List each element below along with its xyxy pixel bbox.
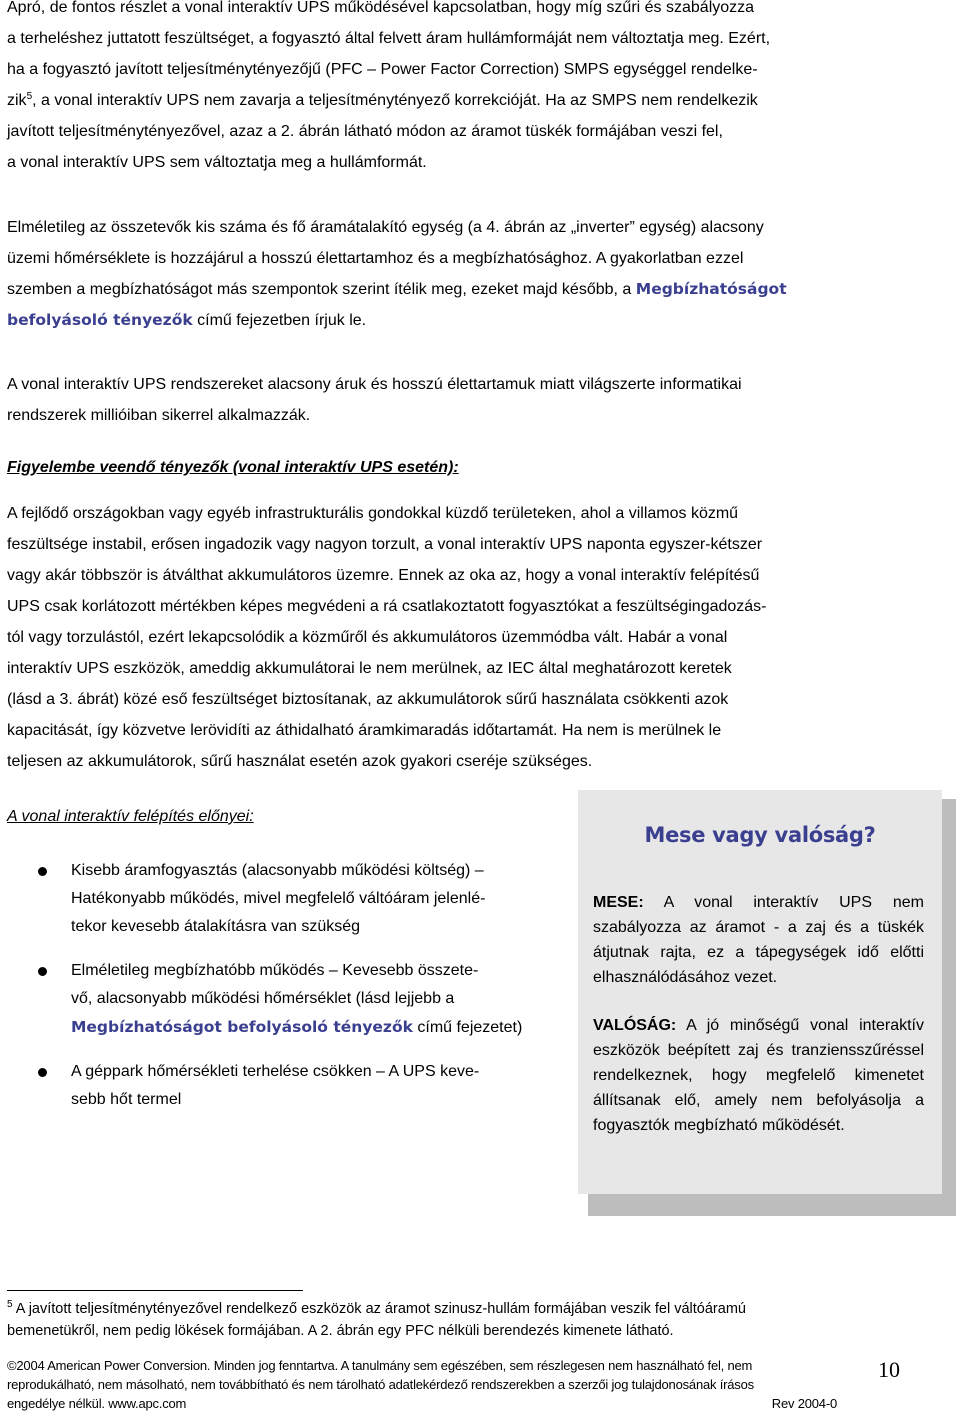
advantages-title [7, 801, 547, 832]
text-line: Apró, de fontos részlet a vonal interaktív UPS működésével kapcsolatban, hogy míg szűri és szabályozza [7, 0, 755, 16]
text-fragment: zik [7, 92, 27, 109]
list-item [38, 857, 558, 941]
text-line [7, 85, 919, 116]
text-line: kapacitását, így közvetve lerövidíti az áthidalható áramkimaradás időtartamát. Ha nem is merülnek le [7, 722, 722, 739]
text-line: teljesen az akkumulátorok, sűrű használat esetén azok gyakori cseréje szükséges. [7, 753, 593, 770]
myth-label: MESE: [593, 894, 644, 911]
text-line: Elméletileg megbízhatóbb működés – Kevesebb összete- [71, 962, 479, 979]
text-line: ha a fogyasztó javított teljesítménytényezőjű (PFC – Power Factor Correction) SMPS egységgel rendelke- [7, 61, 758, 78]
footnote-line: bemenetükről, nem pedig lökések formájában. A 2. ábrán egy PFC nélküli berendezés kimenete látható. [7, 1323, 674, 1339]
reliability-chapter-link[interactable]: Megbízhatóságot [635, 280, 787, 298]
sidebar-body [593, 890, 924, 1161]
myth-paragraph [593, 890, 924, 990]
reality-paragraph [593, 1013, 924, 1138]
myth-reality-box [578, 790, 942, 1194]
text-line: (lásd a 3. ábrát) közé eső feszültséget biztosítanak, az akkumulátorok sűrű használata csökkenti azok [7, 691, 729, 708]
copyright-text[interactable]: engedélye nélkül. www.apc.com [7, 1396, 187, 1411]
text-line: UPS csak korlátozott mértékben képes megvédeni a rá csatlakoztatott fogyasztókat a feszültségingadozás- [7, 598, 767, 615]
text-line: a terheléshez juttatott feszültséget, a fogyasztó által felvett áram hullámformáját nem változtatja meg. Ezért, [7, 30, 771, 47]
text-line: feszültsége instabil, erősen ingadozik vagy nagyon torzult, a vonal interaktív UPS naponta egyszer-kétszer [7, 536, 763, 553]
text-fragment: szemben a megbízhatóságot más szempontok szerint ítélik meg, ezeket majd később, a [7, 281, 636, 298]
text-line: rendszerek millióiban sikerrel alkalmazzák. [7, 407, 311, 424]
text-line: sebb hőt termel [71, 1091, 182, 1108]
paragraph-usage [7, 369, 919, 431]
paragraph-pfc [7, 0, 919, 178]
reality-label: VALÓSÁG: [593, 1017, 677, 1034]
text-line: Hatékonyabb működés, mivel megfelelő váltóáram jelenlé- [71, 890, 486, 907]
text-line: a vonal interaktív UPS sem változtatja meg a hullámformát. [7, 154, 427, 171]
copyright-line: ©2004 American Power Conversion. Minden jog fenntartva. A tanulmány sem egészében, sem részlegesen nem használható fel, nem [7, 1358, 753, 1373]
bullet-icon [38, 967, 47, 976]
reality-text: A jó minőségű vonal interaktív eszközök beépített zaj és tranziensszűréssel rendelkeznek, hogy megfelelő kimenetet állítsanak elő, amely nem befolyásolja a fogyasztók megbízható működését. [593, 1017, 924, 1134]
text-line [7, 305, 919, 336]
text-fragment: című fejezetet) [412, 1019, 523, 1036]
page-number: 10 [878, 1357, 900, 1382]
list-item [38, 957, 558, 1042]
text-line: A fejlődő országokban vagy egyéb infrastrukturális gondokkal küzdő területeken, ahol a villamos közmű [7, 505, 739, 522]
text-line: A géppark hőmérsékleti terhelése csökken – A UPS keve- [71, 1063, 480, 1080]
text-line: A vonal interaktív UPS rendszereket alacsony áruk és hosszú élettartamuk miatt világszerte informatikai [7, 376, 742, 393]
text-line: Elméletileg az összetevők kis száma és fő áramátalakító egység (a 4. ábrán az „inverter” egység) alacsony [7, 219, 764, 236]
footnote-line [7, 1298, 907, 1320]
text-fragment: című fejezetben írjuk le. [192, 312, 367, 329]
paragraph-considerations [7, 498, 919, 777]
footnote [7, 1298, 907, 1342]
text-line: vagy akár többször is átválthat akkumulátoros üzemre. Ennek az oka az, hogy a vonal interaktív felépítésű [7, 567, 760, 584]
paragraph-reliability [7, 212, 919, 336]
footnote-text: A javított teljesítménytényezővel rendelkező eszközök az áramot szinusz-hullám formájában veszik fel váltóáramú [12, 1301, 746, 1317]
text-line: interaktív UPS eszközök, ameddig akkumulátorai le nem merülnek, az IEC által meghatározott keretek [7, 660, 732, 677]
reliability-chapter-link[interactable]: Megbízhatóságot befolyásoló tényezők [71, 1018, 413, 1036]
footnote-divider [7, 1290, 303, 1291]
text-line: üzemi hőmérséklete is hozzájárul a hosszú élettartamhoz és a megbízhatósághoz. A gyakorlatban ezzel [7, 250, 744, 267]
bullet-icon [38, 1068, 47, 1077]
revision-label: Rev 2004-0 [771, 1396, 837, 1411]
advantages-list [38, 857, 558, 1130]
text-line: Kisebb áramfogyasztás (alacsonyabb működési költség) – [71, 862, 484, 879]
bullet-icon [38, 867, 47, 876]
footnote-ref[interactable]: 5 [26, 91, 33, 102]
reliability-chapter-link[interactable]: befolyásoló tényezők [7, 311, 193, 329]
advantages-title-text: A vonal interaktív felépítés előnyei: [7, 808, 254, 825]
text-line [7, 274, 919, 305]
copyright-line: reprodukálható, nem másolható, nem továbbítható és nem tárolható adatlekérdező rendszerekben a szerzői jog tulajdonosának írásos [7, 1377, 754, 1392]
text-line: vő, alacsonyabb működési hőmérséklet (lásd lejjebb a [71, 990, 455, 1007]
sidebar-title: Mese vagy valóság? [644, 823, 876, 847]
page-footer [7, 1356, 837, 1413]
list-item [38, 1058, 558, 1114]
text-fragment: , a vonal interaktív UPS nem zavarja a teljesítménytényező korrekcióját. Ha az SMPS nem rendelkezik [32, 92, 758, 109]
section-heading [7, 452, 919, 483]
text-line [71, 1013, 558, 1042]
heading-text: Figyelembe veendő tényezők (vonal interaktív UPS esetén): [7, 459, 459, 476]
myth-text: A vonal interaktív UPS nem szabályozza az áramot - a zaj és a tüskék átjutnak rajta, ez a tápegységek idő előtti elhasználódásához vezet. [593, 894, 924, 986]
text-line: tekor kevesebb átalakításra van szükség [71, 918, 361, 935]
footnote-number: 5 [7, 1299, 13, 1310]
text-line: javított teljesítménytényezővel, azaz a 2. ábrán látható módon az áramot tüskék formájában veszi fel, [7, 123, 723, 140]
copyright-line [7, 1394, 837, 1413]
text-line: tól vagy torzulástól, ezért lekapcsolódik a közműről és akkumulátoros üzemmódba vált. Habár a vonal [7, 629, 728, 646]
